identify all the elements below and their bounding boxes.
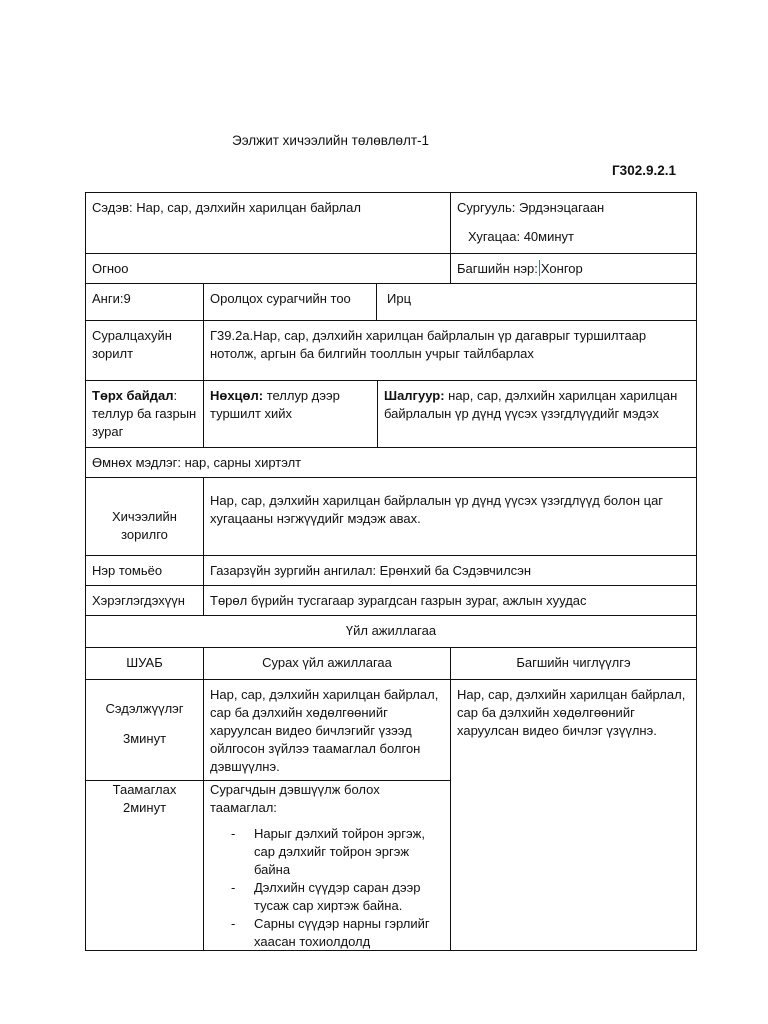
situation-label: Төрх байдал bbox=[92, 388, 174, 403]
teacher-label: Багшийн нэр: bbox=[457, 261, 538, 276]
duration-text: Хугацаа: 40минут bbox=[468, 229, 574, 244]
objective-label: Суралцахуйн зорилт bbox=[92, 328, 172, 361]
condition-cell bbox=[204, 381, 377, 447]
tools-text: Төрөл бүрийн тусгагаар зурагдсан газрын зураг, ажлын хуудас bbox=[210, 593, 587, 608]
stage1-name: Сэдэлжүүлэг bbox=[105, 701, 184, 716]
condition-text: теллур дээр туршилт хийх bbox=[210, 388, 340, 421]
students-count-cell: Оролцох сурагчийн тоо bbox=[210, 291, 351, 306]
hypothesis-item: - Дэлхийн сүүдэр саран дээр тусаж сар хиртэж байна. bbox=[210, 879, 444, 915]
document-title: Ээлжит хичээлийн төлөвлөлт-1 bbox=[232, 133, 430, 148]
stage1-time: 3минут bbox=[122, 731, 167, 746]
school-cell bbox=[451, 193, 696, 253]
stage2-learning bbox=[204, 781, 450, 950]
hypothesis-item: - Сарны сүүдэр нарны гэрлийг хаасан тохиолдолд bbox=[210, 915, 444, 950]
teacher-cell bbox=[451, 254, 696, 283]
terms-text: Газарзүйн зургийн ангилал: Ерөнхий ба Сэдэвчилсэн bbox=[210, 563, 532, 578]
prior-knowledge-cell: Өмнөх мэдлэг: нар, сарны хиртэлт bbox=[92, 455, 302, 470]
stage1-learning: Нар, сар, дэлхийн харилцан байрлал, сар ба дэлхийн хөдөлгөөнийг харуулсан видео бичлэгийг үзээд ойлгосон зүйлээ таамаглал болгон дэвшүүлнэ. bbox=[210, 687, 439, 774]
col-stage-header: ШУАБ bbox=[126, 655, 163, 670]
grade-cell: Анги:9 bbox=[92, 291, 131, 306]
stage2-intro: Сурагчдын дэвшүүлж болох таамаглал: bbox=[210, 782, 380, 815]
situation-text: : теллур ба газрын зураг bbox=[92, 388, 197, 439]
stage2-time: 2минут bbox=[122, 800, 167, 815]
document-code: Г302.9.2.1 bbox=[612, 163, 676, 178]
situation-cell bbox=[86, 381, 203, 447]
attendance-cell: Ирц bbox=[387, 291, 412, 306]
activities-heading: Үйл ажиллагаа bbox=[345, 623, 437, 638]
subject-cell: Сэдэв: Нар, сар, дэлхийн харилцан байрлал bbox=[92, 200, 361, 215]
lesson-goal-text: Нар, сар, дэлхийн харилцан байрлалын үр дүнд үүсэх үзэгдлүүд болон цаг хугацааны нэгжүүдийг мэдэж авах. bbox=[210, 493, 664, 526]
stage1-cell bbox=[86, 680, 203, 780]
criteria-text: нар, сар, дэлхийн харилцан харилцан байрлалын үр дүнд үүсэх үзэгдлүүдийг мэдэх bbox=[384, 388, 678, 421]
hypothesis-item: - Нарыг дэлхий тойрон эргэж, сар дэлхийг тойрон эргэж байна bbox=[210, 825, 444, 879]
date-cell: Огноо bbox=[92, 261, 129, 276]
criteria-cell bbox=[378, 381, 696, 447]
criteria-label: Шалгуур: bbox=[384, 388, 445, 403]
school-text: Сургууль: Эрдэнэцагаан bbox=[457, 200, 605, 215]
stage2-cell bbox=[86, 781, 203, 950]
teacher-name: Хонгор bbox=[540, 261, 583, 276]
hypotheses-list bbox=[210, 825, 444, 950]
text-cursor bbox=[539, 260, 540, 276]
lesson-goal-label: Хичээлийн зорилго bbox=[112, 509, 177, 542]
tools-label: Хэрэглэгдэхүүн bbox=[92, 593, 185, 608]
stage1-teacher: Нар, сар, дэлхийн харилцан байрлал, сар ба дэлхийн хөдөлгөөнийг харуулсан видео бичлэг үзүүлнэ. bbox=[457, 687, 686, 738]
col-learning-header: Сурах үйл ажиллагаа bbox=[262, 655, 392, 670]
terms-label: Нэр томьёо bbox=[92, 563, 163, 578]
condition-label: Нөхцөл: bbox=[210, 388, 264, 403]
objective-text: Г39.2а.Нар, сар, дэлхийн харилцан байрлалын үр дагаврыг туршилтаар нотолж, аргын ба билгийн тооллын учрыг тайлбарлах bbox=[210, 328, 647, 361]
stage2-name: Таамаглах bbox=[112, 782, 177, 797]
col-teacher-header: Багшийн чиглүүлгэ bbox=[516, 655, 631, 670]
